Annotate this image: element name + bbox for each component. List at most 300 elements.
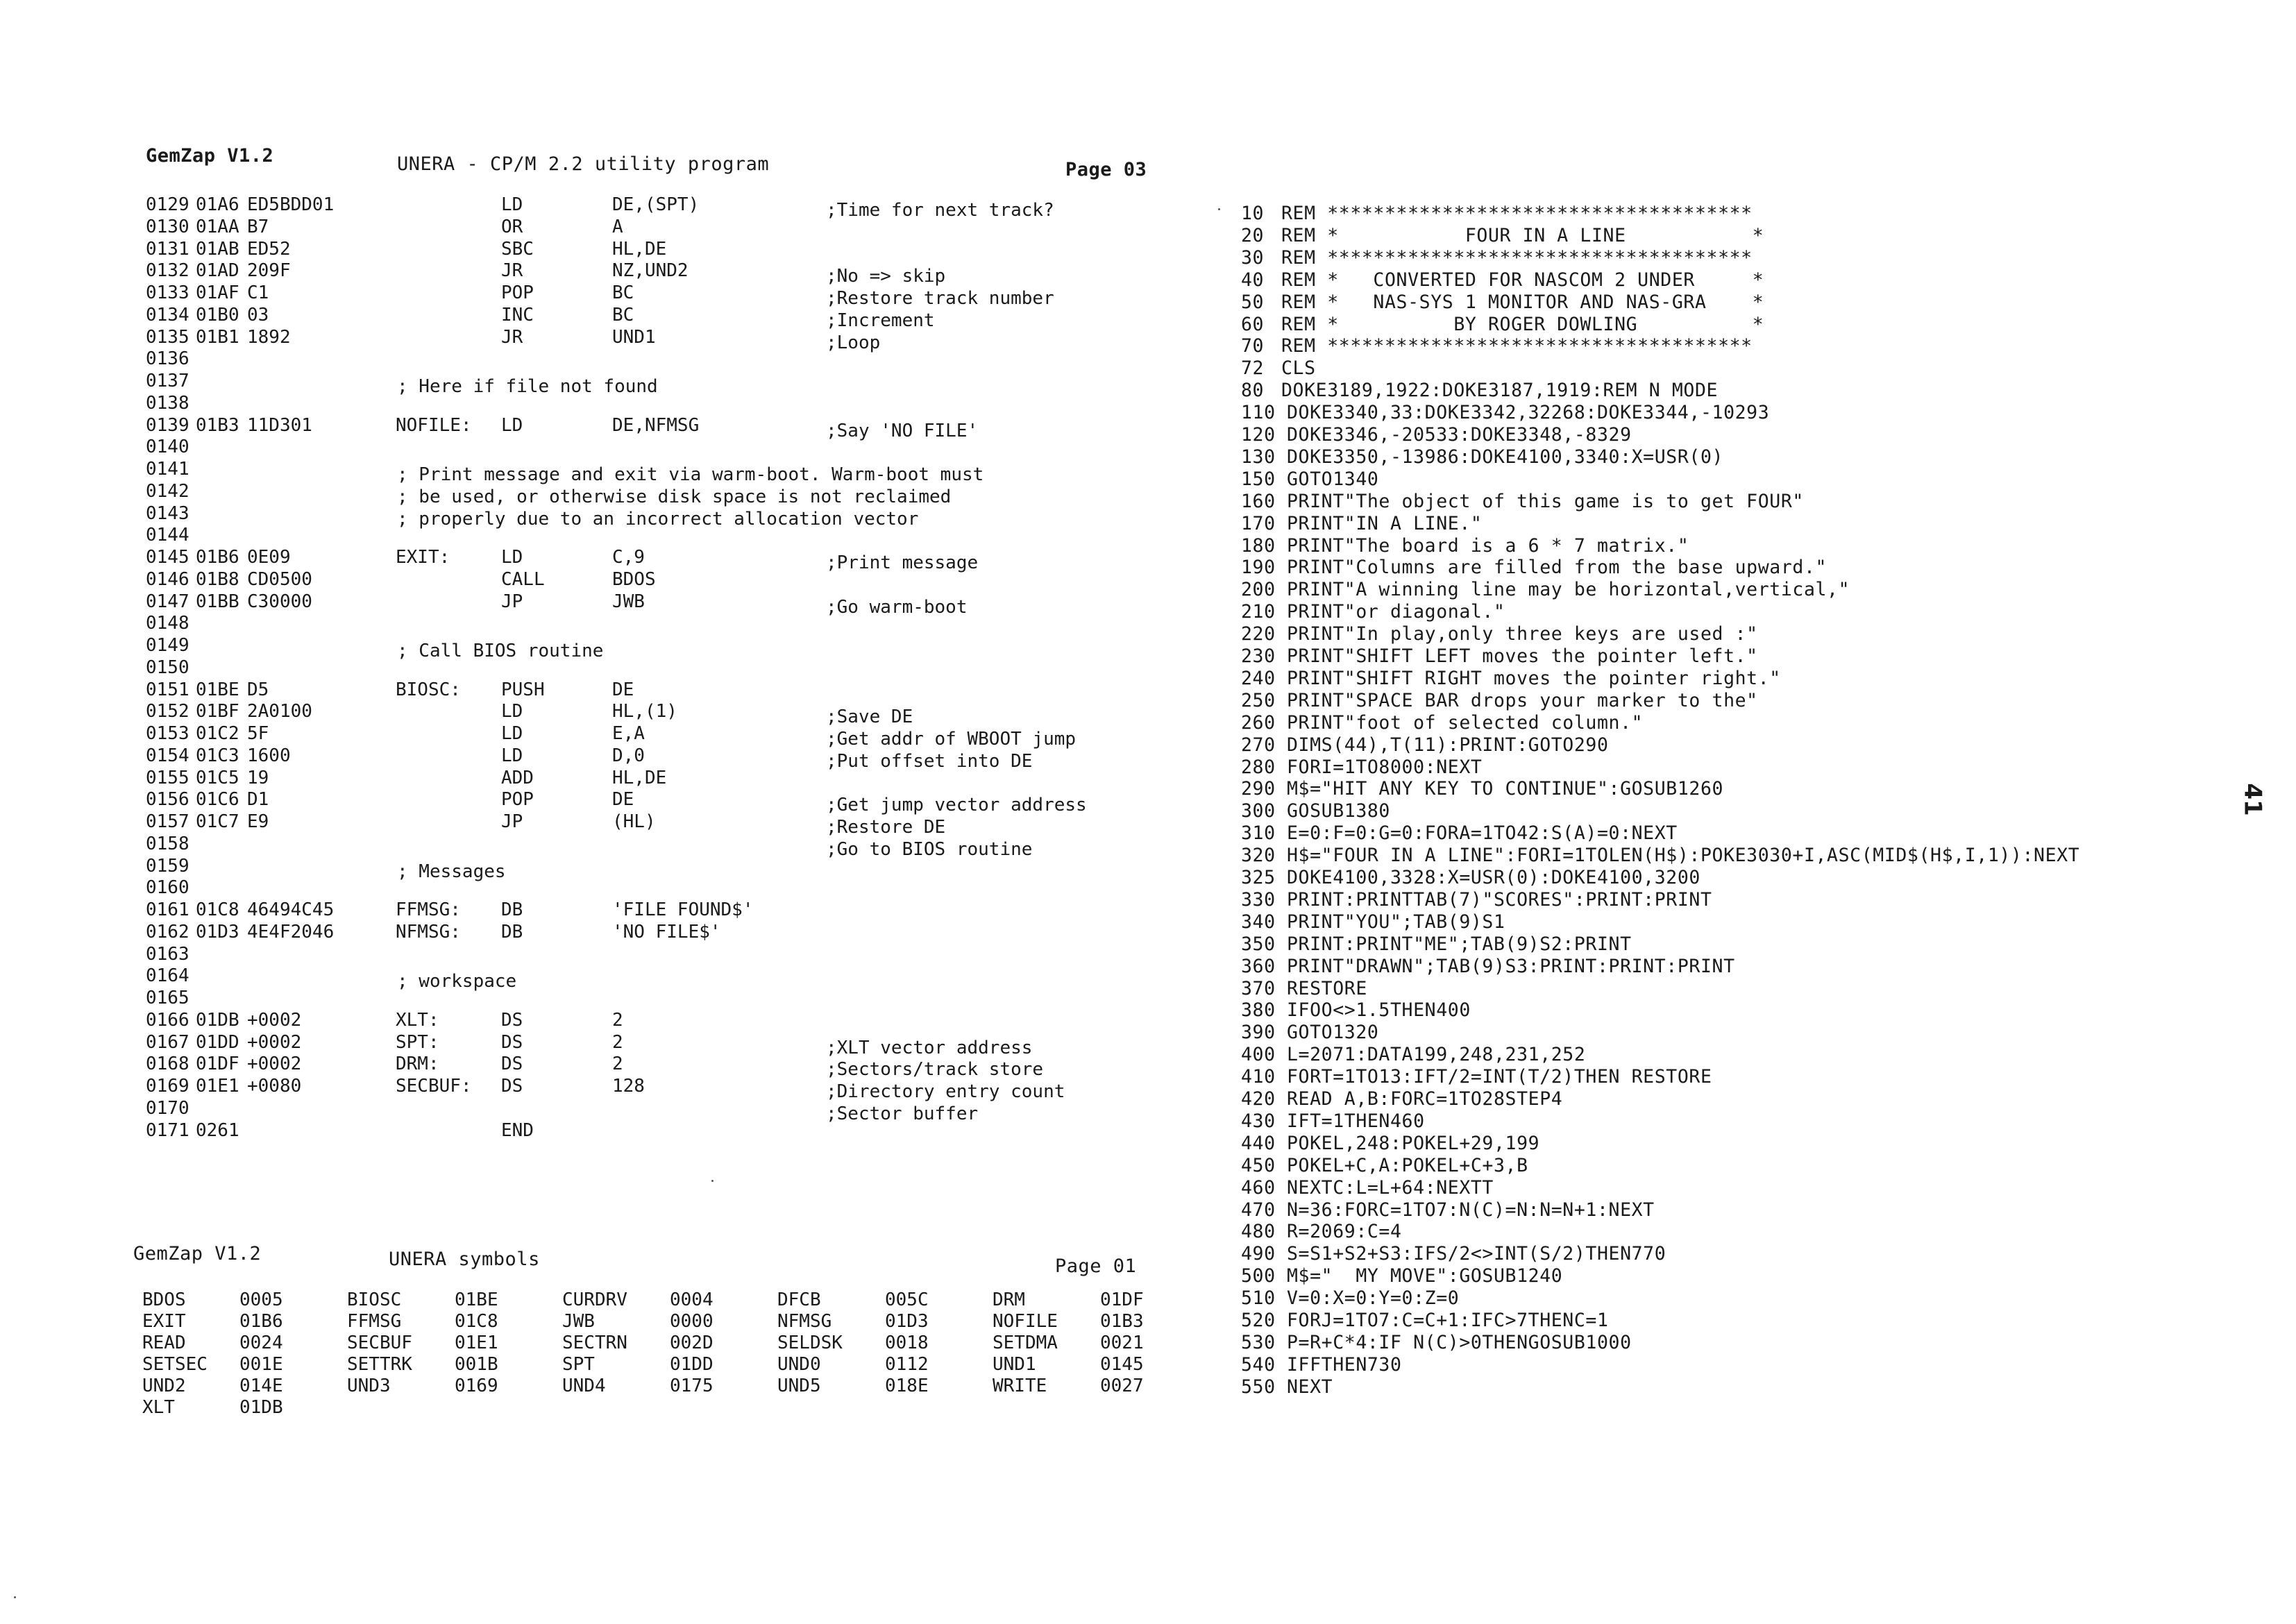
basic-statement: GOTO1340 [1287,468,1379,490]
operand: JWB [612,591,645,612]
listing-row [0,459,1180,485]
operand: 'NO FILE$' [612,921,721,942]
address: 01C7 [196,811,239,832]
basic-statement: PRINT:PRINTTAB(7)"SCORES":PRINT:PRINT [1287,888,1712,911]
line-number: 0138 [146,392,189,414]
operand: NZ,UND2 [612,260,689,282]
basic-statement: REM ************************************* [1281,203,1753,224]
basic-line-number: 200 [1241,579,1276,601]
mnemonic: LD [501,745,523,766]
object-bytes: 1892 [247,326,291,348]
basic-line [1241,1355,1402,1377]
symbols-program-name: GemZap V1.2 [133,1243,262,1264]
comment: ;Sectors/track store [826,1059,1044,1081]
line-number: 0160 [146,877,189,899]
basic-line-number: 180 [1241,534,1276,557]
basic-line [1241,403,1769,425]
page-number: 41 [2238,783,2267,816]
basic-line [1241,1266,1562,1288]
line-number: 0145 [146,547,189,568]
symbol-value: 0027 [1100,1376,1144,1396]
basic-statement: REM * CONVERTED FOR NASCOM 2 UNDER * [1281,269,1764,291]
comment: ;Get addr of WBOOT jump [826,729,1077,750]
listing-row [0,855,1180,882]
basic-line-number: 70 [1241,335,1265,357]
symbol-name: XLT [142,1397,175,1418]
basic-line-number: 450 [1241,1154,1276,1176]
address: 01DB [196,1009,239,1031]
symbol-value: 01BE [455,1289,498,1310]
operand: 2 [612,1009,623,1031]
basic-line [1241,1310,1609,1333]
object-bytes: 4E4F2046 [247,921,335,942]
basic-statement: NEXT [1287,1376,1333,1398]
line-number: 0170 [146,1097,189,1119]
basic-statement: N=36:FORC=1TO7:N(C)=N:N=N+1:NEXT [1287,1199,1655,1221]
line-number: 0149 [146,635,189,656]
basic-line-number: 325 [1241,867,1276,888]
basic-line-number: 540 [1241,1353,1276,1376]
mnemonic: DS [501,1076,523,1097]
label: XLT: [396,1009,439,1031]
basic-line-number: 370 [1241,977,1276,999]
basic-line-number: 380 [1241,999,1276,1022]
basic-statement: IFOO<>1.5THEN400 [1287,999,1471,1022]
mnemonic: ADD [501,767,534,788]
mnemonic: DB [501,921,523,942]
basic-line [1241,1067,1712,1089]
basic-statement: DOKE3350,-13986:DOKE4100,3340:X=USR(0) [1287,446,1724,468]
mnemonic: SBC [501,238,534,260]
scan-speck [711,1180,714,1182]
basic-statement: REM * FOUR IN A LINE * [1281,224,1764,246]
remark-text: ; properly due to an incorrect allocation vector [397,508,919,530]
mnemonic: LD [501,194,523,215]
symbol-value: 0112 [885,1354,929,1375]
mnemonic: CALL [501,568,545,590]
basic-line [1241,536,1689,558]
line-number: 0158 [146,833,189,854]
listing-row [0,393,1180,415]
object-bytes: CD0500 [247,568,312,590]
symbol-value: 01B3 [1100,1311,1144,1332]
basic-statement: H$="FOUR IN A LINE":FORI=1TOLEN(H$):POKE3030+I,ASC(MID$(H$,I,1)):NEXT [1287,845,2080,867]
symbol-name: BIOSC [347,1289,402,1310]
basic-statement: PRINT"DRAWN";TAB(9)S3:PRINT:PRINT:PRINT [1287,955,1735,977]
symbol-name: EXIT [142,1311,186,1332]
operand: 2 [612,1054,623,1075]
line-number: 0162 [146,921,189,942]
operand: BC [612,304,634,325]
listing-row [0,591,1180,618]
remark-text: ; Here if file not found [397,376,658,397]
basic-line-number: 310 [1241,822,1276,845]
symbol-value: 01DD [670,1354,714,1375]
label: FFMSG: [396,899,461,920]
comment: ;Loop [826,332,881,353]
operand: HL,(1) [612,701,677,722]
object-bytes: ED5BDD01 [247,194,335,215]
operand: HL,DE [612,238,667,260]
symbol-row [0,1376,1180,1397]
operand: A [612,216,623,237]
basic-statement: POKEL,248:POKEL+29,199 [1287,1132,1540,1154]
listing-row [0,899,1180,922]
basic-line-number: 410 [1241,1066,1276,1088]
line-number: 0154 [146,745,189,766]
basic-line [1241,447,1723,469]
line-number: 0134 [146,304,189,325]
address: 01BB [196,591,239,612]
basic-line-number: 40 [1241,269,1265,291]
listing-row [0,348,1180,371]
line-number: 0139 [146,414,189,436]
object-bytes: 11D301 [247,414,312,436]
basic-line [1241,491,1804,514]
line-number: 0130 [146,216,189,237]
line-number: 0137 [146,371,189,391]
comment: ;Save DE [826,707,913,728]
object-bytes: D1 [247,789,269,811]
symbol-value: 0005 [239,1289,283,1310]
address: 01C5 [196,767,239,788]
line-number: 0161 [146,899,189,920]
line-number: 0167 [146,1031,189,1053]
listing-row [0,282,1180,309]
mnemonic: LD [501,547,523,568]
symbol-value: 01DB [239,1397,283,1418]
basic-line-number: 230 [1241,645,1276,667]
address: 01AA [196,216,239,237]
basic-line-number: 360 [1241,955,1276,977]
basic-line [1241,1089,1562,1111]
listing-row [0,877,1180,899]
basic-line-number: 460 [1241,1176,1276,1199]
basic-statement: PRINT"The board is a 6 * 7 matrix." [1287,534,1689,557]
symbol-name: NOFILE [993,1311,1058,1332]
object-bytes: C1 [247,282,269,303]
basic-statement: PRINT"In play,only three keys are used :" [1287,623,1758,645]
object-bytes: +0080 [247,1076,302,1097]
basic-line [1241,514,1482,536]
symbol-value: 0000 [670,1311,714,1332]
basic-line [1241,557,1827,580]
comment: ;Restore track number [826,288,1054,309]
comment: ;Print message [826,552,979,573]
basic-statement: GOSUB1380 [1287,800,1390,822]
object-bytes: +0002 [247,1009,302,1031]
basic-line [1241,668,1781,691]
basic-statement: PRINT"foot of selected column." [1287,711,1644,734]
basic-statement: DOKE3340,33:DOKE3342,32268:DOKE3344,-10293 [1287,402,1770,424]
basic-line-number: 10 [1241,203,1265,224]
line-number: 0163 [146,943,189,965]
basic-statement: REM * NAS-SYS 1 MONITOR AND NAS-GRA * [1281,291,1764,313]
address: 01BF [196,701,239,722]
listing-title: UNERA - CP/M 2.2 utility program [397,153,770,175]
basic-statement: POKEL+C,A:POKEL+C+3,B [1287,1154,1528,1176]
basic-line [1241,248,1753,270]
symbol-value: 0018 [885,1333,929,1353]
line-number: 0144 [146,525,189,546]
line-number: 0132 [146,260,189,282]
operand: E,A [612,723,645,744]
basic-line-number: 490 [1241,1243,1276,1265]
basic-statement: PRINT"SHIFT LEFT moves the pointer left." [1287,645,1758,667]
symbol-name: UND5 [777,1376,821,1396]
listing-row [0,988,1180,1010]
basic-line-number: 120 [1241,424,1276,446]
address: 01B3 [196,414,239,436]
basic-line [1241,779,1723,801]
symbol-value: 002D [670,1333,714,1353]
basic-line [1241,1333,1632,1355]
listing-row [0,1120,1180,1142]
basic-statement: DIMS(44),T(11):PRINT:GOTO290 [1287,734,1609,756]
mnemonic: JP [501,591,523,612]
line-number: 0157 [146,811,189,832]
object-bytes: +0002 [247,1031,302,1053]
address: 01DD [196,1031,239,1053]
object-bytes: 209F [247,260,291,282]
basic-line-number: 210 [1241,601,1276,623]
label: NOFILE: [396,414,472,436]
address: 01A6 [196,194,239,215]
line-number: 0143 [146,502,189,524]
basic-line-number: 150 [1241,468,1276,490]
object-bytes: +0002 [247,1054,302,1075]
listing-row [0,437,1180,459]
listing-row [0,414,1180,441]
mnemonic: DS [501,1031,523,1053]
comment: ;Put offset into DE [826,750,1033,772]
line-number: 0168 [146,1054,189,1075]
symbol-name: SETSEC [142,1354,208,1375]
basic-statement: S=S1+S2+S3:IFS/2<>INT(S/2)THEN770 [1287,1243,1666,1265]
line-number: 0151 [146,679,189,700]
mnemonic: DB [501,899,523,920]
mnemonic: LD [501,723,523,744]
basic-line [1241,956,1735,979]
basic-line-number: 300 [1241,800,1276,822]
basic-line-number: 420 [1241,1088,1276,1110]
comment: ;No => skip [826,266,946,287]
basic-line [1241,757,1482,779]
address: 01B8 [196,568,239,590]
basic-statement: PRINT"IN A LINE." [1287,512,1483,534]
operand: UND1 [612,326,656,348]
basic-statement: DOKE3346,-20533:DOKE3348,-8329 [1287,424,1632,446]
listing-row [0,239,1180,261]
label: SPT: [396,1031,439,1053]
line-number: 0166 [146,1009,189,1031]
symbol-name: JWB [562,1311,595,1332]
basic-line [1241,602,1505,624]
symbol-value: 018E [885,1376,929,1396]
object-bytes: 03 [247,304,269,325]
basic-line [1241,314,1764,337]
basic-line [1241,226,1764,248]
comment: ;Go to BIOS routine [826,838,1033,860]
basic-statement: PRINT"SHIFT RIGHT moves the pointer right." [1287,667,1781,689]
basic-line-number: 72 [1241,357,1265,380]
symbols-title: UNERA symbols [389,1249,540,1270]
address: 01B1 [196,326,239,348]
listing-row [0,679,1180,702]
object-bytes: B7 [247,216,269,237]
symbol-row [0,1354,1180,1376]
line-number: 0153 [146,723,189,744]
object-bytes: 2A0100 [247,701,312,722]
basic-line-number: 470 [1241,1199,1276,1221]
basic-line [1241,713,1643,735]
basic-line [1241,868,1700,890]
address: 01C8 [196,899,239,920]
basic-line [1241,1221,1402,1244]
basic-statement: DOKE3189,1922:DOKE3187,1919:REM N MODE [1281,380,1719,402]
symbol-value: 005C [885,1289,929,1310]
symbol-name: CURDRV [562,1289,627,1310]
basic-line [1241,1000,1471,1022]
listing-row [0,480,1180,507]
basic-line [1241,890,1712,912]
basic-line [1241,912,1505,934]
symbol-value: 01E1 [455,1333,498,1353]
listing-row [0,1031,1180,1058]
listing-row [0,789,1180,816]
scan-speck [1218,208,1220,210]
basic-line-number: 160 [1241,490,1276,512]
basic-line-number: 250 [1241,689,1276,711]
basic-line [1241,691,1758,713]
basic-line [1241,380,1718,403]
object-bytes: E9 [247,811,269,832]
line-number: 0155 [146,767,189,788]
basic-line-number: 50 [1241,291,1265,313]
line-number: 0164 [146,965,189,987]
line-number: 0147 [146,591,189,612]
listing-row [0,922,1180,944]
basic-statement: L=2071:DATA199,248,231,252 [1287,1044,1586,1066]
listing-row [0,502,1180,530]
basic-statement: IFT=1THEN460 [1287,1110,1425,1132]
address: 01D3 [196,921,239,942]
basic-line-number: 550 [1241,1376,1276,1398]
mnemonic: PUSH [501,679,545,700]
basic-line-number: 290 [1241,778,1276,800]
basic-line-number: 20 [1241,224,1265,246]
line-number: 0156 [146,789,189,811]
basic-line [1241,336,1753,358]
basic-line-number: 240 [1241,667,1276,689]
symbol-name: DRM [993,1289,1025,1310]
basic-line-number: 60 [1241,313,1265,335]
listing-row [0,1076,1180,1102]
address: 01B0 [196,304,239,325]
line-number: 0136 [146,348,189,370]
basic-statement: READ A,B:FORC=1TO28STEP4 [1287,1088,1563,1110]
address: 01B6 [196,547,239,568]
mnemonic: JP [501,811,523,832]
symbol-name: READ [142,1333,186,1353]
basic-line [1241,646,1758,668]
listing-row [0,1054,1180,1081]
symbol-row [0,1333,1180,1354]
basic-statement: GOTO1320 [1287,1022,1379,1044]
basic-statement: P=R+C*4:IF N(C)>0THENGOSUB1000 [1287,1331,1632,1353]
line-number: 0131 [146,238,189,260]
symbol-name: UND0 [777,1354,821,1375]
symbol-name: SETDMA [993,1333,1058,1353]
symbol-name: DFCB [777,1289,821,1310]
object-bytes: C30000 [247,591,312,612]
basic-line [1241,1178,1494,1200]
symbol-value: 0004 [670,1289,714,1310]
basic-line [1241,1288,1459,1310]
address: 01C2 [196,723,239,744]
comment: ;Get jump vector address [826,795,1087,816]
listing-row [0,944,1180,966]
object-bytes: 19 [247,767,269,788]
line-number: 0165 [146,988,189,1008]
symbol-value: 0169 [455,1376,498,1396]
basic-statement: CLS [1281,357,1316,380]
symbol-name: BDOS [142,1289,186,1310]
line-number: 0169 [146,1076,189,1097]
basic-line-number: 270 [1241,734,1276,756]
basic-statement: FORI=1TO8000:NEXT [1287,756,1483,778]
basic-statement: PRINT"The object of this game is to get FOUR" [1287,490,1804,512]
symbol-name: SPT [562,1354,595,1375]
basic-line-number: 30 [1241,246,1265,269]
basic-statement: REM ************************************* [1281,335,1753,357]
label: NFMSG: [396,921,461,942]
basic-line [1241,801,1390,823]
line-number: 0152 [146,701,189,722]
basic-statement: PRINT:PRINT"ME";TAB(9)S2:PRINT [1287,933,1632,955]
listing-program-name: GemZap V1.2 [146,145,274,167]
basic-line-number: 170 [1241,512,1276,534]
basic-line [1241,979,1367,1001]
basic-statement: REM ************************************* [1281,246,1753,269]
operand: DE,NFMSG [612,414,700,436]
object-bytes: D5 [247,679,269,700]
line-number: 0146 [146,568,189,590]
basic-line [1241,358,1316,380]
listing-row [0,723,1180,750]
basic-line-number: 520 [1241,1310,1276,1331]
listing-row [0,326,1180,353]
listing-row [0,525,1180,547]
symbol-name: UND3 [347,1376,391,1396]
symbol-name: FFMSG [347,1311,402,1332]
operand: DE [612,679,634,700]
comment: ;Say 'NO FILE' [826,420,979,441]
listing-row [0,965,1180,992]
remark-text: ; Print message and exit via warm-boot. Warm-boot must [397,464,984,485]
comment: ;Directory entry count [826,1081,1065,1102]
basic-line [1241,469,1378,491]
basic-line-number: 190 [1241,557,1276,579]
basic-line [1241,425,1632,447]
line-number: 0171 [146,1119,189,1141]
basic-line [1241,1111,1425,1133]
symbol-row [0,1311,1180,1333]
listing-row [0,1097,1180,1124]
basic-line [1241,270,1764,292]
basic-line-number: 350 [1241,933,1276,955]
listing-row [0,547,1180,573]
